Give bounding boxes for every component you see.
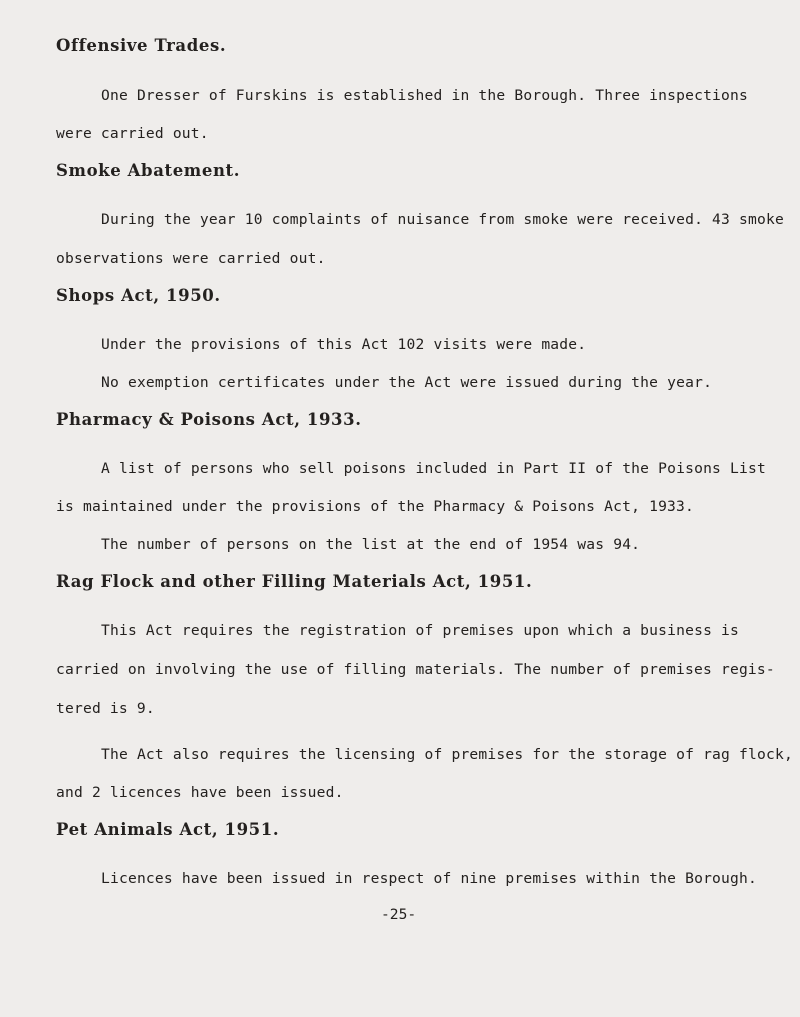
paragraph-line: This Act requires the registration of premises upon which a business is (101, 622, 740, 639)
paragraph-line: is maintained under the provisions of the Pharmacy & Poisons Act, 1933. (56, 498, 695, 515)
paragraph-line: Licences have been issued in respect of nine premises within the Borough. (101, 870, 757, 887)
paragraph-line: The number of persons on the list at the end of 1954 was 94. (101, 536, 641, 553)
heading-pet-animals-act: Pet Animals Act, 1951. (56, 820, 280, 839)
heading-pharmacy-poisons-act: Pharmacy & Poisons Act, 1933. (56, 410, 362, 429)
paragraph-line: carried on involving the use of filling materials. The number of premises regis- (56, 661, 775, 678)
paragraph-line: and 2 licences have been issued. (56, 784, 344, 801)
paragraph-line: During the year 10 complaints of nuisance from smoke were received. 43 smoke (101, 211, 784, 228)
paragraph-line: One Dresser of Furskins is established in the Borough. Three inspections (101, 87, 749, 104)
paragraph-line: were carried out. (56, 125, 209, 142)
page-number: -25- (381, 906, 417, 923)
heading-offensive-trades: Offensive Trades. (56, 36, 227, 55)
paragraph-line: No exemption certificates under the Act were issued during the year. (101, 374, 713, 391)
heading-shops-act: Shops Act, 1950. (56, 286, 221, 305)
paragraph-line: observations were carried out. (56, 250, 326, 267)
paragraph-line: tered is 9. (56, 700, 155, 717)
paragraph-line: The Act also requires the licensing of premises for the storage of rag flock, (101, 746, 793, 763)
paragraph-line: A list of persons who sell poisons included in Part II of the Poisons List (101, 460, 766, 477)
paragraph-line: Under the provisions of this Act 102 visits were made. (101, 336, 587, 353)
heading-rag-flock-act: Rag Flock and other Filling Materials Act, 1951. (56, 572, 533, 591)
heading-smoke-abatement: Smoke Abatement. (56, 161, 241, 180)
